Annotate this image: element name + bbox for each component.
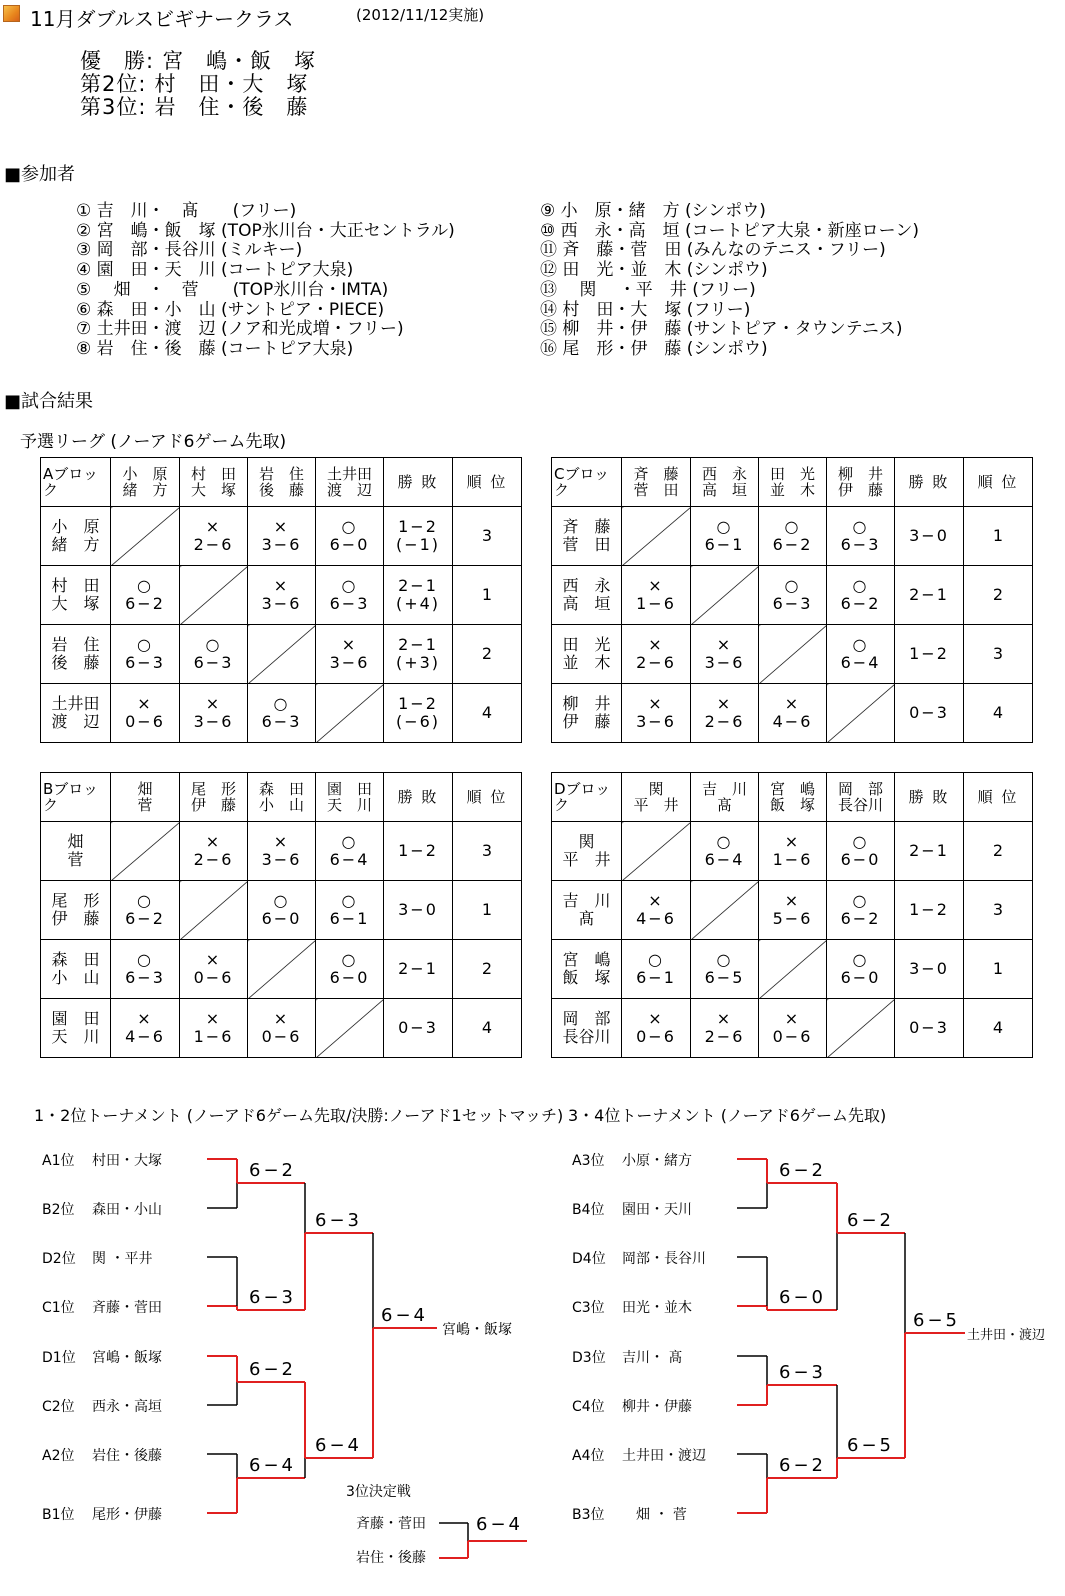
match-result: × 4−6 bbox=[111, 999, 180, 1058]
seed-label: A3位 bbox=[572, 1153, 605, 1169]
team-header: 岩 住 後 藤 bbox=[248, 458, 316, 507]
match-result: ○ 6−4 bbox=[316, 822, 384, 881]
rank-cell: 1 bbox=[453, 881, 522, 940]
match-result: × 3−6 bbox=[691, 625, 759, 684]
winner-names: 宮 嶋・飯 塚 bbox=[162, 49, 317, 73]
match-result: ○ 6−3 bbox=[316, 566, 384, 625]
team-name: 村田・大塚 bbox=[92, 1153, 162, 1169]
league-heading: 予選リーグ (ノーアド6ゲーム先取) bbox=[20, 432, 287, 452]
rank-header: 順 位 bbox=[453, 458, 522, 507]
winner-names: 岩 住・後 藤 bbox=[154, 95, 309, 119]
participant-entry: ⑯ 尾 形・伊 藤 (シンポウ) bbox=[540, 338, 768, 359]
team-header: 村 田 大 塚 bbox=[180, 458, 248, 507]
final-score: 6−5 bbox=[913, 1310, 960, 1331]
winner-label: 優 勝: bbox=[80, 49, 155, 73]
team-header: 畑 菅 bbox=[111, 773, 180, 822]
seed-label: C4位 bbox=[572, 1399, 605, 1415]
match-result: ○ 6−3 bbox=[248, 684, 316, 743]
row-team: 畑 菅 bbox=[41, 822, 111, 881]
seed-label: C1位 bbox=[42, 1300, 75, 1316]
match-result: × 1−6 bbox=[622, 566, 691, 625]
match-result: × 0−6 bbox=[111, 684, 180, 743]
team-name: 土井田・渡辺 bbox=[622, 1448, 706, 1464]
match-result: ○ 6−0 bbox=[827, 940, 895, 999]
score-label: 6−4 bbox=[249, 1455, 296, 1476]
winloss-cell: 1−2 (−1) bbox=[384, 507, 453, 566]
score-label: 6−2 bbox=[249, 1160, 296, 1181]
seed-label: D1位 bbox=[42, 1350, 76, 1366]
winloss-cell: 0−3 bbox=[384, 999, 453, 1058]
match-result: ○ 6−3 bbox=[827, 507, 895, 566]
participant-entry: ⑭ 村 田・大 塚 (フリー) bbox=[540, 299, 751, 320]
participant-entry: ⑥ 森 田・小 山 (サントピア・PIECE) bbox=[76, 299, 385, 320]
match-result: × 4−6 bbox=[759, 684, 827, 743]
row-team: 森 田 小 山 bbox=[41, 940, 111, 999]
rank-header: 順 位 bbox=[964, 458, 1033, 507]
row-team: 岡 部 長谷川 bbox=[552, 999, 622, 1058]
score-label: 6−2 bbox=[779, 1455, 826, 1476]
match-result: ○ 6−3 bbox=[180, 625, 248, 684]
rank-header: 順 位 bbox=[964, 773, 1033, 822]
team-name: 柳井・伊藤 bbox=[622, 1399, 692, 1415]
rank-cell: 4 bbox=[453, 999, 522, 1058]
champion-name: 土井田・渡辺 bbox=[967, 1328, 1046, 1343]
team-header: 尾 形 伊 藤 bbox=[180, 773, 248, 822]
tournament-34-title: 3・4位トーナメント (ノーアド6ゲーム先取) bbox=[568, 1106, 887, 1125]
row-team: 吉 川 髙 bbox=[552, 881, 622, 940]
seed-label: D4位 bbox=[572, 1251, 606, 1267]
participant-entry: ③ 岡 部・長谷川 (ミルキー) bbox=[76, 240, 303, 261]
match-result: ○ 6−5 bbox=[691, 940, 759, 999]
champion-name: 宮嶋・飯塚 bbox=[442, 1322, 512, 1338]
seed-label: C2位 bbox=[42, 1399, 75, 1415]
row-team: 村 田 大 塚 bbox=[41, 566, 111, 625]
match-result: × 0−6 bbox=[759, 999, 827, 1058]
winloss-cell: 2−1 bbox=[895, 822, 964, 881]
rank-cell: 3 bbox=[453, 822, 522, 881]
participant-entry: ④ 園 田・天 川 (コートピア大泉) bbox=[76, 260, 354, 281]
participant-entry: ⑨ 小 原・緒 方 (シンポウ) bbox=[540, 201, 766, 221]
team-name: 岩住・後藤 bbox=[92, 1448, 162, 1464]
team-name: 岡部・長谷川 bbox=[622, 1251, 706, 1267]
team-name: 斉藤・菅田 bbox=[356, 1516, 426, 1532]
winloss-header: 勝 敗 bbox=[384, 458, 453, 507]
rank-cell: 1 bbox=[964, 507, 1033, 566]
participant-entry: ① 吉 川・ 髙 (フリー) bbox=[76, 201, 297, 221]
team-name: 田光・並木 bbox=[622, 1300, 692, 1316]
row-team: 西 永 高 垣 bbox=[552, 566, 622, 625]
team-name: 関 ・平井 bbox=[92, 1251, 153, 1267]
rank-header: 順 位 bbox=[453, 773, 522, 822]
match-result: × 3−6 bbox=[622, 684, 691, 743]
match-result: ○ 6−1 bbox=[316, 881, 384, 940]
rank-cell: 2 bbox=[453, 940, 522, 999]
match-result: ○ 6−2 bbox=[759, 507, 827, 566]
row-team: 岩 住 後 藤 bbox=[41, 625, 111, 684]
team-header: 西 永 高 垣 bbox=[691, 458, 759, 507]
seed-label: D3位 bbox=[572, 1350, 606, 1366]
rank-cell: 4 bbox=[964, 999, 1033, 1058]
match-result: ○ 6−1 bbox=[691, 507, 759, 566]
participant-entry: ⑧ 岩 住・後 藤 (コートピア大泉) bbox=[76, 338, 354, 359]
rank-cell: 3 bbox=[964, 881, 1033, 940]
match-result: × 2−6 bbox=[622, 625, 691, 684]
row-team: 宮 嶋 飯 塚 bbox=[552, 940, 622, 999]
score-label: 6−2 bbox=[779, 1160, 826, 1181]
winloss-cell: 1−2 (−6) bbox=[384, 684, 453, 743]
participant-entry: ⑮ 柳 井・伊 藤 (サントピア・タウンテニス) bbox=[540, 319, 903, 340]
team-header: 宮 嶋 飯 塚 bbox=[759, 773, 827, 822]
match-result: ○ 6−1 bbox=[622, 940, 691, 999]
team-header: 斉 藤 菅 田 bbox=[622, 458, 691, 507]
team-name: 岩住・後藤 bbox=[356, 1550, 426, 1566]
team-header: 森 田 小 山 bbox=[248, 773, 316, 822]
winloss-header: 勝 敗 bbox=[384, 773, 453, 822]
seed-label: A1位 bbox=[42, 1153, 75, 1169]
participant-entry: ⑬ 関 ・平 井 (フリー) bbox=[540, 279, 756, 300]
team-name: 宮嶋・飯塚 bbox=[92, 1350, 162, 1366]
rank-cell: 4 bbox=[964, 684, 1033, 743]
team-header: 吉 川 髙 bbox=[691, 773, 759, 822]
team-name: 畑 ・ 菅 bbox=[622, 1507, 687, 1523]
seed-label: B3位 bbox=[572, 1507, 605, 1523]
block-name: Dブロック bbox=[552, 773, 622, 822]
row-team: 関 平 井 bbox=[552, 822, 622, 881]
score-label: 6−3 bbox=[249, 1287, 296, 1308]
third-place-score: 6−4 bbox=[476, 1514, 523, 1535]
seed-label: B1位 bbox=[42, 1507, 75, 1523]
winloss-cell: 3−0 bbox=[384, 881, 453, 940]
winloss-cell: 0−3 bbox=[895, 999, 964, 1058]
event-date: (2012/11/12実施) bbox=[356, 6, 485, 24]
match-result: × 0−6 bbox=[180, 940, 248, 999]
participant-entry: ⑤ 畑 ・ 菅 (TOP氷川台・IMTA) bbox=[76, 279, 389, 300]
team-header: 園 田 天 川 bbox=[316, 773, 384, 822]
results-heading: ■試合結果 bbox=[4, 391, 94, 412]
match-result: × 1−6 bbox=[759, 822, 827, 881]
team-name: 尾形・伊藤 bbox=[92, 1507, 162, 1523]
block-name: Bブロック bbox=[41, 773, 111, 822]
match-result: × 1−6 bbox=[180, 999, 248, 1058]
match-result: × 4−6 bbox=[622, 881, 691, 940]
match-result: ○ 6−2 bbox=[111, 881, 180, 940]
tournament-12-title: 1・2位トーナメント (ノーアド6ゲーム先取/決勝:ノーアド1セットマッチ) bbox=[34, 1106, 564, 1125]
third-place-title: 3位決定戦 bbox=[346, 1484, 411, 1500]
row-team: 小 原 緒 方 bbox=[41, 507, 111, 566]
team-header: 土井田 渡 辺 bbox=[316, 458, 384, 507]
block-name: Aブロック bbox=[41, 458, 111, 507]
rank-cell: 2 bbox=[964, 566, 1033, 625]
seed-label: B2位 bbox=[42, 1202, 75, 1218]
winloss-cell: 2−1 bbox=[895, 566, 964, 625]
match-result: × 3−6 bbox=[248, 566, 316, 625]
team-name: 小原・緒方 bbox=[622, 1153, 692, 1169]
match-result: ○ 6−0 bbox=[248, 881, 316, 940]
match-result: × 2−6 bbox=[691, 684, 759, 743]
score-label: 6−3 bbox=[779, 1362, 826, 1383]
page-title: 11月ダブルスビギナークラス bbox=[30, 7, 294, 31]
match-result: ○ 6−2 bbox=[827, 881, 895, 940]
match-result: × 2−6 bbox=[180, 822, 248, 881]
match-result: × 2−6 bbox=[180, 507, 248, 566]
score-label: 6−5 bbox=[847, 1435, 894, 1456]
match-result: ○ 6−0 bbox=[316, 940, 384, 999]
winner-label: 第3位: bbox=[80, 95, 147, 119]
winloss-cell: 0−3 bbox=[895, 684, 964, 743]
winner-names: 村 田・大 塚 bbox=[154, 72, 309, 96]
winloss-cell: 1−2 bbox=[895, 625, 964, 684]
winloss-cell: 3−0 bbox=[895, 507, 964, 566]
match-result: × 3−6 bbox=[316, 625, 384, 684]
team-header: 関 平 井 bbox=[622, 773, 691, 822]
rank-cell: 3 bbox=[964, 625, 1033, 684]
rank-cell: 2 bbox=[453, 625, 522, 684]
match-result: × 3−6 bbox=[180, 684, 248, 743]
team-name: 園田・天川 bbox=[622, 1202, 692, 1218]
match-result: ○ 6−2 bbox=[111, 566, 180, 625]
participant-entry: ⑦ 土井田・渡 辺 (ノア和光成増・フリー) bbox=[76, 319, 404, 340]
rank-cell: 3 bbox=[453, 507, 522, 566]
match-result: × 5−6 bbox=[759, 881, 827, 940]
winloss-cell: 2−1 (+3) bbox=[384, 625, 453, 684]
row-team: 園 田 天 川 bbox=[41, 999, 111, 1058]
match-result: ○ 6−4 bbox=[691, 822, 759, 881]
match-result: ○ 6−0 bbox=[316, 507, 384, 566]
match-result: ○ 6−2 bbox=[827, 566, 895, 625]
score-label: 6−2 bbox=[847, 1210, 894, 1231]
winloss-header: 勝 敗 bbox=[895, 773, 964, 822]
match-result: ○ 6−4 bbox=[827, 625, 895, 684]
final-score: 6−4 bbox=[381, 1305, 428, 1326]
winloss-cell: 2−1 bbox=[384, 940, 453, 999]
team-header: 岡 部 長谷川 bbox=[827, 773, 895, 822]
match-result: × 2−6 bbox=[691, 999, 759, 1058]
winloss-cell: 2−1 (+4) bbox=[384, 566, 453, 625]
seed-label: C3位 bbox=[572, 1300, 605, 1316]
match-result: ○ 6−3 bbox=[111, 940, 180, 999]
rank-cell: 2 bbox=[964, 822, 1033, 881]
row-team: 柳 井 伊 藤 bbox=[552, 684, 622, 743]
winloss-cell: 1−2 bbox=[895, 881, 964, 940]
row-team: 土井田 渡 辺 bbox=[41, 684, 111, 743]
score-label: 6−0 bbox=[779, 1287, 826, 1308]
match-result: × 3−6 bbox=[248, 822, 316, 881]
participant-entry: ⑩ 西 永・高 垣 (コートピア大泉・新座ローン) bbox=[540, 220, 919, 241]
match-result: × 0−6 bbox=[248, 999, 316, 1058]
team-header: 小 原 緒 方 bbox=[111, 458, 180, 507]
participant-entry: ⑪ 斉 藤・菅 田 (みんなのテニス・フリー) bbox=[540, 240, 886, 261]
match-result: ○ 6−3 bbox=[759, 566, 827, 625]
score-label: 6−2 bbox=[249, 1359, 296, 1380]
winloss-header: 勝 敗 bbox=[895, 458, 964, 507]
rank-cell: 4 bbox=[453, 684, 522, 743]
score-label: 6−3 bbox=[315, 1210, 362, 1231]
seed-label: D2位 bbox=[42, 1251, 76, 1267]
seed-label: B4位 bbox=[572, 1202, 605, 1218]
winloss-cell: 1−2 bbox=[384, 822, 453, 881]
winloss-cell: 3−0 bbox=[895, 940, 964, 999]
match-result: ○ 6−3 bbox=[111, 625, 180, 684]
rank-cell: 1 bbox=[453, 566, 522, 625]
participant-entry: ② 宮 嶋・飯 塚 (TOP氷川台・大正セントラル) bbox=[76, 220, 455, 241]
participants-heading: ■参加者 bbox=[4, 164, 76, 185]
team-header: 田 光 並 木 bbox=[759, 458, 827, 507]
row-team: 斉 藤 菅 田 bbox=[552, 507, 622, 566]
block-name: Cブロック bbox=[552, 458, 622, 507]
seed-label: A2位 bbox=[42, 1448, 75, 1464]
team-name: 斉藤・菅田 bbox=[92, 1300, 162, 1316]
winner-label: 第2位: bbox=[80, 72, 147, 96]
rank-cell: 1 bbox=[964, 940, 1033, 999]
score-label: 6−4 bbox=[315, 1435, 362, 1456]
team-header: 柳 井 伊 藤 bbox=[827, 458, 895, 507]
row-team: 田 光 並 木 bbox=[552, 625, 622, 684]
row-team: 尾 形 伊 藤 bbox=[41, 881, 111, 940]
match-result: ○ 6−0 bbox=[827, 822, 895, 881]
match-result: × 3−6 bbox=[248, 507, 316, 566]
match-result: × 0−6 bbox=[622, 999, 691, 1058]
team-name: 森田・小山 bbox=[92, 1202, 162, 1218]
team-name: 西永・高垣 bbox=[92, 1399, 162, 1415]
participant-entry: ⑫ 田 光・並 木 (シンポウ) bbox=[540, 260, 768, 281]
team-name: 吉川・ 髙 bbox=[622, 1350, 683, 1366]
seed-label: A4位 bbox=[572, 1448, 605, 1464]
